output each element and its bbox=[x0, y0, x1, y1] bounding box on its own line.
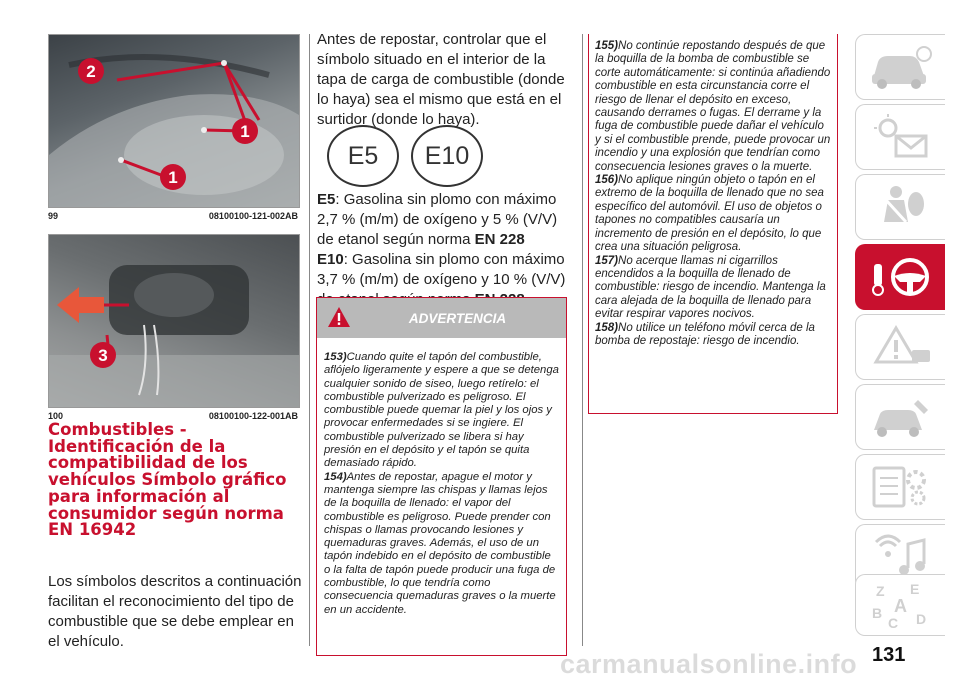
warning-item-text: Cuando quite el tapón del combustible, aflójelo ligeramente y espere a que se detenga cualquier sonido de siseo, luego retírelo: el combustible pulverizado es peligroso. El combustible puede quemar la piel y los ojos y provocar enfermedades si se ingiere. El combustible pulverizado se libera si hay presión en el depósito y el tapón se quita demasiado rápido. bbox=[324, 351, 559, 470]
fuel-door-photo bbox=[48, 34, 300, 208]
warning-item-text: No acerque llamas ni cigarrillos encendidos a la boquilla de llenado de combustible: riesgo de incendio. Mantenga la cara alejada de la boquilla de llenado para evitar respirar vapores nocivos. bbox=[595, 254, 826, 321]
warning-item-text: No utilice un teléfono móvil cerca de la bomba de repostaje: riesgo de incendio. bbox=[595, 321, 815, 347]
warning-item-number: 154) bbox=[324, 470, 347, 483]
svg-text:B: B bbox=[871, 605, 882, 621]
warning-lights-icon bbox=[866, 112, 936, 162]
warning-continuation bbox=[588, 34, 838, 414]
figure-code: 08100100-122-001AB bbox=[208, 411, 298, 421]
fuel-symbol-e5: E5 bbox=[327, 125, 399, 187]
warning-box bbox=[316, 297, 567, 656]
section-title: Combustibles - Identificación de la compatibilidad de los vehículos Símbolo gráfico para información al consumidor según norma EN 16942 bbox=[48, 420, 287, 540]
warning-text bbox=[317, 338, 566, 617]
svg-text:1: 1 bbox=[168, 168, 178, 187]
e5-norm: EN 228 bbox=[474, 231, 525, 248]
watermark: carmanualsonline.info bbox=[560, 649, 858, 679]
page-number: 131 bbox=[872, 644, 906, 666]
fuel-cap-photo bbox=[48, 234, 300, 408]
tab-technical-data[interactable] bbox=[855, 454, 945, 520]
refuel-intro: Antes de repostar, controlar que el símbolo situado en el interior de la tapa de carga de combustible (donde lo haya) sea el mismo que está en el surtidor (donde lo haya). bbox=[317, 31, 565, 128]
e5-definition: : Gasolina sin plomo con máximo 2,7 % (m/m) de oxígeno y 5 % (V/V) de etanol según norma bbox=[317, 191, 558, 248]
callout-1 bbox=[232, 118, 258, 144]
tab-index[interactable] bbox=[855, 574, 945, 636]
maintenance-icon bbox=[866, 392, 936, 442]
warning-triangle-icon bbox=[327, 306, 351, 328]
svg-text:C: C bbox=[887, 615, 898, 630]
emergency-icon bbox=[866, 322, 936, 372]
callout-1 bbox=[160, 164, 186, 190]
tab-maintenance[interactable] bbox=[855, 384, 945, 450]
tab-safety[interactable] bbox=[855, 174, 945, 240]
column-divider bbox=[582, 34, 583, 646]
warning-heading: ADVERTENCIA bbox=[408, 311, 507, 326]
tab-driving[interactable] bbox=[855, 244, 945, 310]
svg-text:D: D bbox=[915, 611, 926, 627]
fuel-definitions bbox=[317, 190, 572, 310]
svg-text:E: E bbox=[909, 581, 919, 597]
warning-item-number: 158) bbox=[595, 321, 619, 334]
svg-text:3: 3 bbox=[98, 346, 108, 365]
warning-item-number: 153) bbox=[324, 351, 347, 363]
callout-2 bbox=[78, 58, 104, 84]
warning-item-text: No aplique ningún objeto o tapón en el extremo de la boquilla de llenado que no sea específico del automóvil. El uso de objetos o tapones no compatibles causaría un incremento de presión en el depósito, lo que crea una situación peligrosa. bbox=[595, 174, 824, 254]
figure-code: 08100100-121-002AB bbox=[208, 211, 298, 221]
car-info-icon bbox=[866, 42, 936, 92]
warning-item-text: No continúe repostando después de que la boquilla de la bomba de combustible se corte automáticamente: si continúa añadiendo combustible en esta circunstancia corre el riesgo de llenar el depósito en exceso, causando derrames o fugas. El derrame y la fuga de combustible puede dañar el vehículo y si el combustible prende, puede provocar un incendio y una explosión que tendrían como consecuencia lesiones graves o la muerte. bbox=[595, 40, 831, 173]
safety-icon bbox=[866, 182, 936, 232]
tab-car-info[interactable] bbox=[855, 34, 945, 100]
index-icon bbox=[866, 580, 936, 630]
e5-label: E5 bbox=[317, 191, 336, 208]
e10-definition: : Gasolina sin plomo con máximo 3,7 % (m/m) de oxígeno y 10 % (V/V) bbox=[317, 251, 566, 288]
warning-header bbox=[317, 298, 566, 338]
warning-item-number: 155) bbox=[595, 40, 619, 52]
warning-item-number: 157) bbox=[595, 254, 619, 267]
svg-text:1: 1 bbox=[240, 122, 250, 141]
svg-text:2: 2 bbox=[86, 62, 96, 81]
column-divider bbox=[309, 34, 310, 646]
technical-data-icon bbox=[866, 462, 936, 512]
driving-icon bbox=[866, 252, 936, 302]
fuel-symbol-e10: E10 bbox=[411, 125, 483, 187]
e10-label: E10 bbox=[317, 251, 344, 268]
tab-warning-lights[interactable] bbox=[855, 104, 945, 170]
figure-number: 100 bbox=[48, 411, 64, 421]
warning-item-number: 156) bbox=[595, 174, 619, 187]
svg-text:Z: Z bbox=[875, 583, 885, 599]
figure-caption bbox=[48, 211, 298, 221]
warning-item-text: Antes de repostar, apague el motor y mantenga siempre las chispas y llamas lejos de la boquilla de llenado: el vapor del combustible es peligroso. Puede prender con chispas o llamas provocando lesiones y quemaduras graves. Además, el uso de un tapón indebido en el depósito de combustible o la falta de tapón puede producir una fuga de combustible, lo que tendría como consecuencia quemaduras graves o la muerte en un accidente. bbox=[324, 470, 556, 616]
tab-emergency[interactable] bbox=[855, 314, 945, 380]
figure-number: 99 bbox=[48, 211, 59, 221]
section-body: Los símbolos descritos a continuación facilitan el reconocimiento del tipo de combustible que se debe emplear en el vehículo. bbox=[48, 573, 302, 650]
callout-3 bbox=[90, 342, 116, 368]
svg-text:A: A bbox=[893, 596, 907, 616]
